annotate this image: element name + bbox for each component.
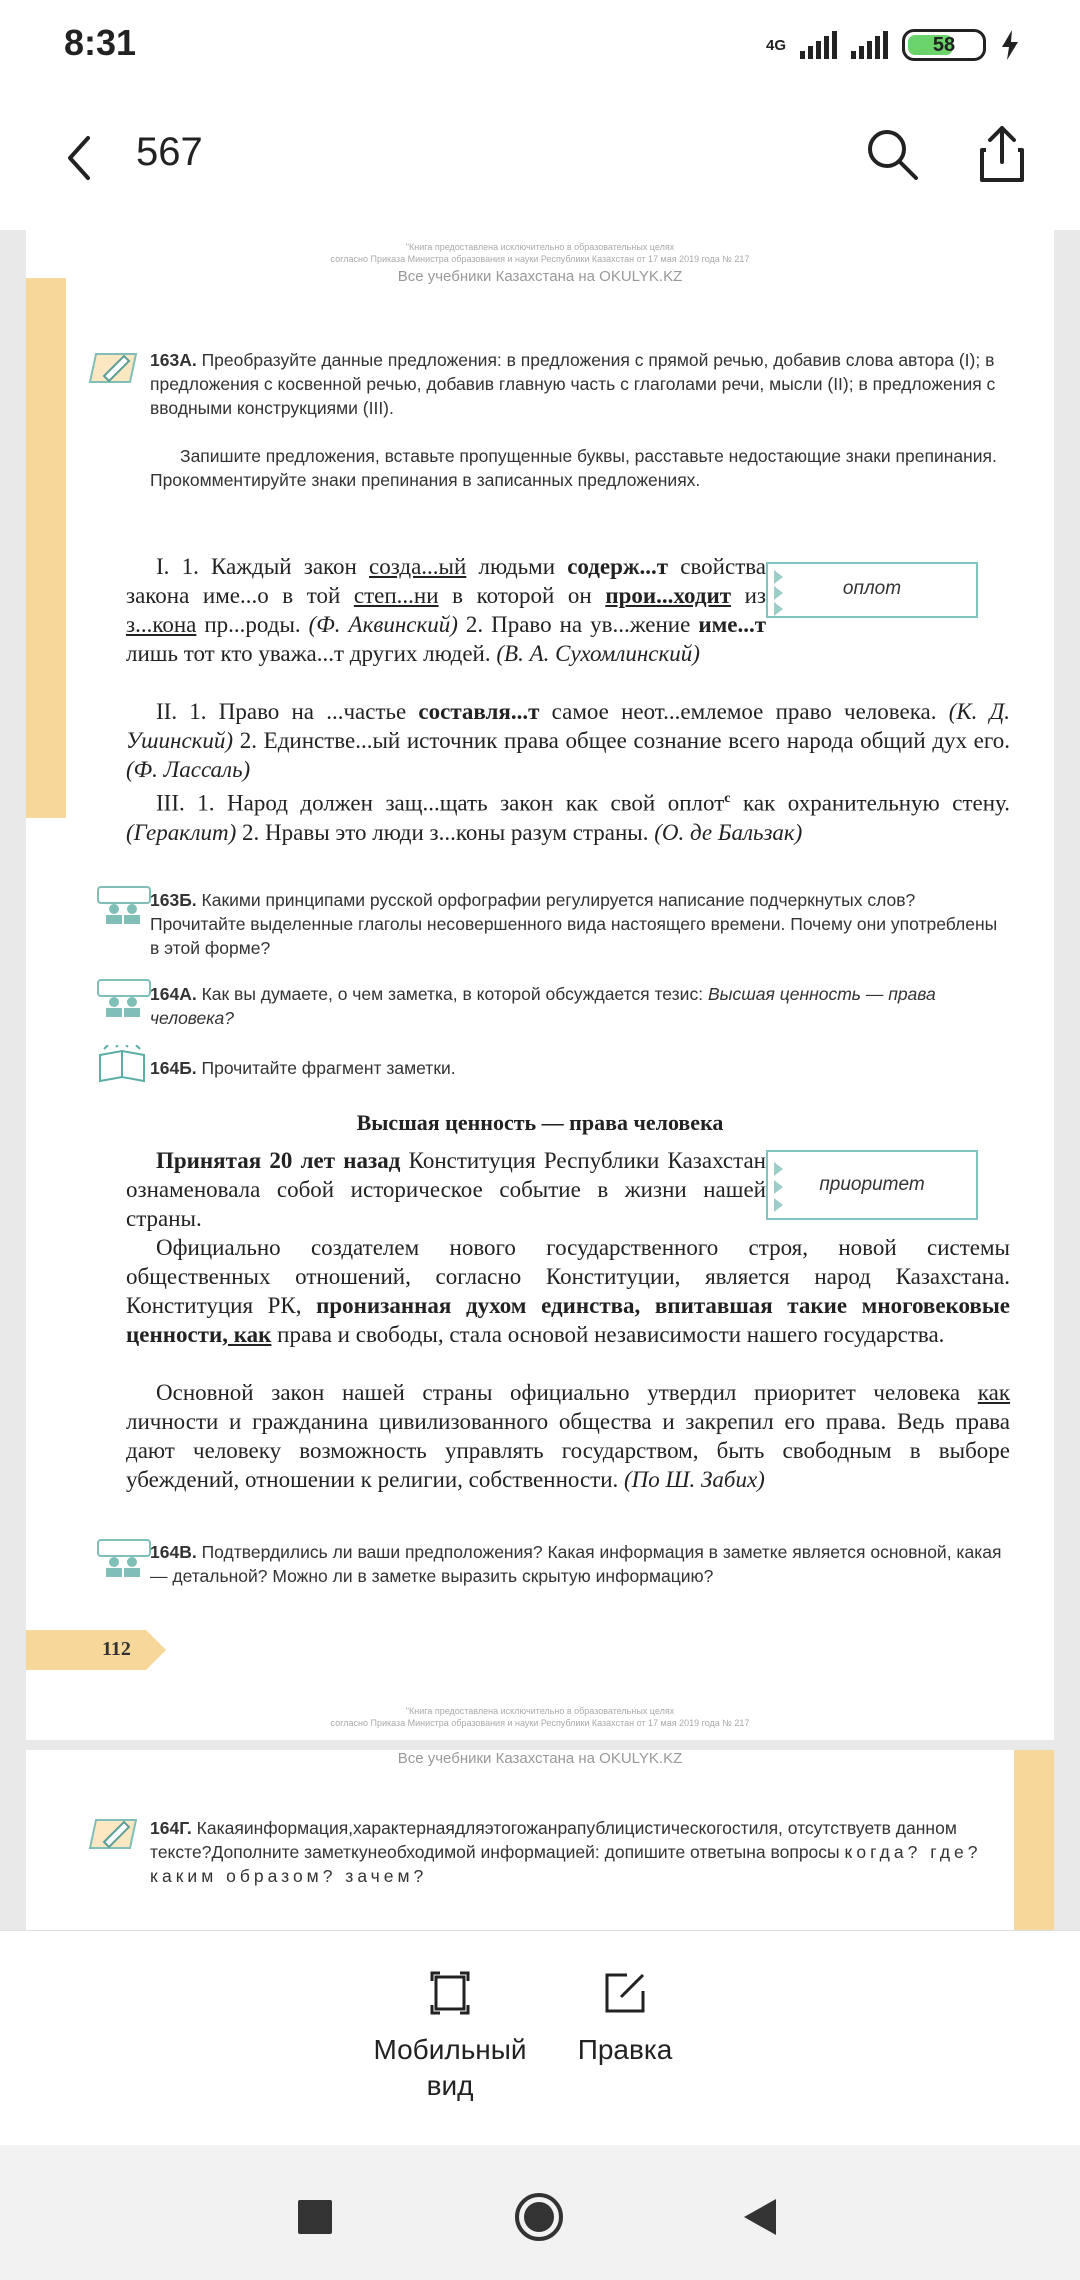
network-type: 4G — [765, 36, 786, 54]
task-163a — [150, 348, 1010, 420]
document-viewer[interactable] — [0, 230, 1080, 1930]
vocabulary-box — [766, 562, 978, 618]
exercise-part-3: III. 1. Народ должен защ...щать закон как свой оплот$^с$ как охранительную стену. (Гераклит) 2. Нравы это люди з...коны разум страны. (О. де Бальзак) — [126, 790, 1011, 845]
task-text: Подтвердились ли ваши предположения? Какая информация в заметке является основной, какая — детальной? Можно ли в заметке выразить скрытую информацию? — [150, 1542, 1002, 1586]
page-header-source: Все учебники Казахстана на OKULYK.KZ — [397, 1750, 683, 1767]
mobile-view-icon — [430, 1971, 470, 2015]
edit-label: Правка — [577, 2034, 673, 2065]
page-stripe — [26, 278, 66, 818]
task-text: Какими принципами русской орфографии регулируется написание подчеркнутых слов? Прочитайте выделенные глаголы несовершенного вида настоящего времени. Почему они употреблены в этой форме? — [150, 890, 998, 958]
page-stripe — [1014, 1750, 1054, 1930]
exercise-part-2: II. 1. Право на ...частье составля...т самое неот...емлемое право человека. (К. Д. Ушинский) 2. Единстве...ый источник права общее сознание всего народа общий дух его. (Ф. Лассаль) — [126, 699, 1010, 782]
search-icon[interactable] — [864, 126, 920, 182]
exercise-part-1: I. 1. Каждый закон созда...ый людьми содерж...т свойства закона име...о в той степ...ни в которой он прои...ходит из з...кона пр...роды. (Ф. Аквинский) 2. Право на ув...жение име...т лишь тот кто уважа...т других людей. (В. А. Сухомлинский) — [126, 554, 767, 666]
recents-button[interactable] — [298, 2200, 332, 2234]
writing-task-icon — [84, 1814, 140, 1854]
charging-icon — [1000, 30, 1020, 60]
battery-icon — [902, 29, 986, 61]
task-number: 163А. — [150, 350, 197, 370]
task-164b — [150, 1056, 1010, 1080]
task-number: 163Б. — [150, 890, 197, 910]
task-164v — [150, 1540, 1010, 1588]
vocabulary-box — [766, 1150, 978, 1220]
share-icon[interactable] — [976, 124, 1028, 184]
battery-level: 58 — [932, 33, 956, 56]
status-time: 8:31 — [64, 22, 137, 63]
task-number: 164Г. — [150, 1818, 192, 1838]
page-number: 112 — [102, 1638, 131, 1660]
back-arrow-icon[interactable] — [60, 128, 100, 188]
page-tab-arrow — [146, 1630, 166, 1670]
page-header-note: согласно Приказа Министра образования и науки Республики Казахстан от 17 мая 2019 года № 217 — [330, 254, 750, 264]
task-164g — [150, 1816, 990, 1888]
bottom-toolbar — [0, 1930, 1080, 2146]
task-text: Преобразуйте данные предложения: в предложения с прямой речью, добавив слова автора (I); в предложения с косвенной речью, добавив главную часть с глаголами речи, мысли (II); в предложения с вводными конструкциями (III). — [150, 350, 996, 418]
task-text: Прочитайте фрагмент заметки. — [201, 1058, 456, 1078]
status-bar — [0, 0, 1080, 90]
article-paragraph: Основной закон нашей страны официально утвердил приоритет человека как личности и гражданина цивилизованного общества и закрепил его права. Ведь права дают человеку возможность управлять государством, быть свободным в выборе убеждений, отношении к религии, собственности. (По Ш. Забих) — [126, 1380, 1010, 1492]
document-page — [26, 1750, 1054, 1930]
article-paragraph: Принятая 20 лет назад Конституция Республики Казахстан ознаменовала собой историческое событие в жизни нашей страны. — [126, 1148, 766, 1231]
task-thesis: Высшая ценность — права человека? — [150, 984, 936, 1028]
signal-icon — [800, 31, 837, 59]
home-button[interactable] — [514, 2192, 564, 2242]
task-text: Какаяинформация,характернаядляэтогожанрапублицистическогостиля, отсутствуетв данном тексте?Дополните заметкунеобходимой информацией: допишите ответына вопросы — [150, 1818, 957, 1862]
article-title: Высшая ценность — права человека — [356, 1110, 724, 1135]
discussion-task-icon — [96, 1538, 152, 1578]
document-page — [26, 230, 1054, 1740]
task-number: 164В. — [150, 1542, 197, 1562]
task-number: 164А. — [150, 984, 197, 1004]
writing-task-icon — [84, 348, 140, 388]
mobile-view-label: Мобильный вид — [373, 2034, 527, 2101]
task-questions: когда? где? каким образом? зачем? — [150, 1842, 982, 1886]
edit-icon — [603, 1971, 647, 2015]
page-header-source: Все учебники Казахстана на OKULYK.KZ — [397, 268, 683, 285]
vocabulary-word: оплот — [842, 578, 902, 599]
page-header-note: "Книга предоставлена исключительно в образовательных целях — [405, 242, 675, 252]
page-footer-note: согласно Приказа Министра образования и науки Республики Казахстан от 17 мая 2019 года № 217 — [330, 1718, 750, 1728]
task-164a — [150, 982, 1010, 1030]
status-icons — [766, 22, 1020, 68]
edit-button[interactable] — [560, 1971, 690, 2068]
system-nav-bar — [0, 2145, 1080, 2280]
page-number-tab — [26, 1630, 146, 1670]
task-163a-instruction: Запишите предложения, вставьте пропущенные буквы, расставьте недостающие знаки препинания. Прокомментируйте знаки препинания в записанных предложениях. — [150, 446, 997, 490]
signal-icon — [851, 31, 888, 59]
task-163b — [150, 888, 1010, 960]
task-text: Как вы думаете, о чем заметка, в которой обсуждается тезис: — [201, 984, 708, 1004]
discussion-task-icon — [96, 978, 152, 1018]
task-number: 164Б. — [150, 1058, 197, 1078]
mobile-view-button[interactable] — [360, 1971, 540, 2104]
page-footer-note: "Книга предоставлена исключительно в образовательных целях — [405, 1706, 675, 1716]
vocabulary-word: приоритет — [819, 1174, 925, 1195]
back-button[interactable] — [742, 2197, 778, 2237]
document-title: 567 — [136, 130, 203, 174]
article-paragraph: Официально создателем нового государственного строя, новой системы общественных отношений, согласно Конституции, является народ Казахстана. Конституция РК, пронизанная духом единства, впитавшая такие многовековые ценности, как права и свободы, стала основой независимости нашего государства. — [126, 1235, 1010, 1347]
discussion-task-icon — [96, 885, 152, 925]
reading-task-icon — [94, 1045, 150, 1085]
